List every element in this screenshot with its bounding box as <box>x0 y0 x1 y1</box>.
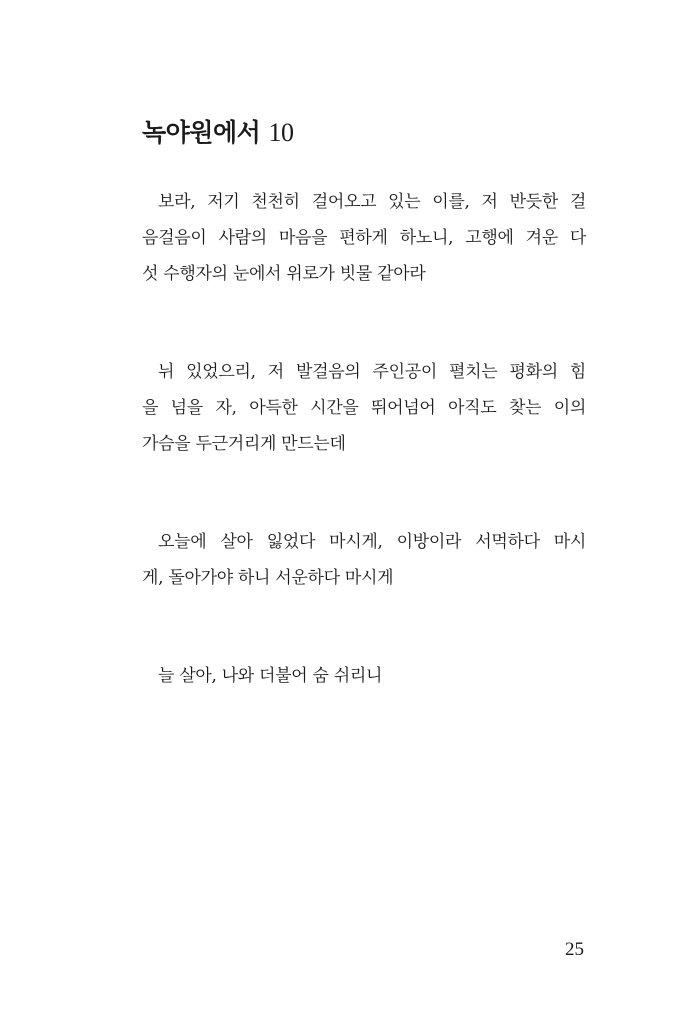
poem-title-text: 녹야원에서 <box>142 118 261 147</box>
poem-line: 오늘에 살아 잃었다 마시게, 이방이라 서먹하다 마시 <box>158 532 586 552</box>
page-number: 25 <box>565 939 584 960</box>
poem-line: 보라, 저기 천천히 걸어오고 있는 이를, 저 반듯한 걸 <box>158 192 586 212</box>
poem-title-number: 10 <box>268 118 294 147</box>
poem-line: 가슴을 두근거리게 만드는데 <box>142 434 346 454</box>
stanza-1 <box>142 184 586 292</box>
poem-line: 게, 돌아가야 하니 서운하다 마시게 <box>142 568 394 588</box>
poem-title <box>142 114 293 152</box>
stanza-3 <box>142 524 586 596</box>
stanza-2 <box>142 354 586 462</box>
poem-line: 뉘 있었으리, 저 발걸음의 주인공이 펼치는 평화의 힘 <box>158 362 586 382</box>
poem-line: 늘 살아, 나와 더불어 숨 쉬리니 <box>158 666 383 686</box>
poem-line: 섯 수행자의 눈에서 위로가 빗물 같아라 <box>142 264 426 284</box>
poem-line: 을 넘을 자, 아득한 시간을 뛰어넘어 아직도 찾는 이의 <box>142 398 586 418</box>
poem-line: 음걸음이 사람의 마음을 편하게 하노니, 고행에 겨운 다 <box>142 228 586 248</box>
poem-body <box>142 184 586 756</box>
stanza-4 <box>142 658 586 694</box>
